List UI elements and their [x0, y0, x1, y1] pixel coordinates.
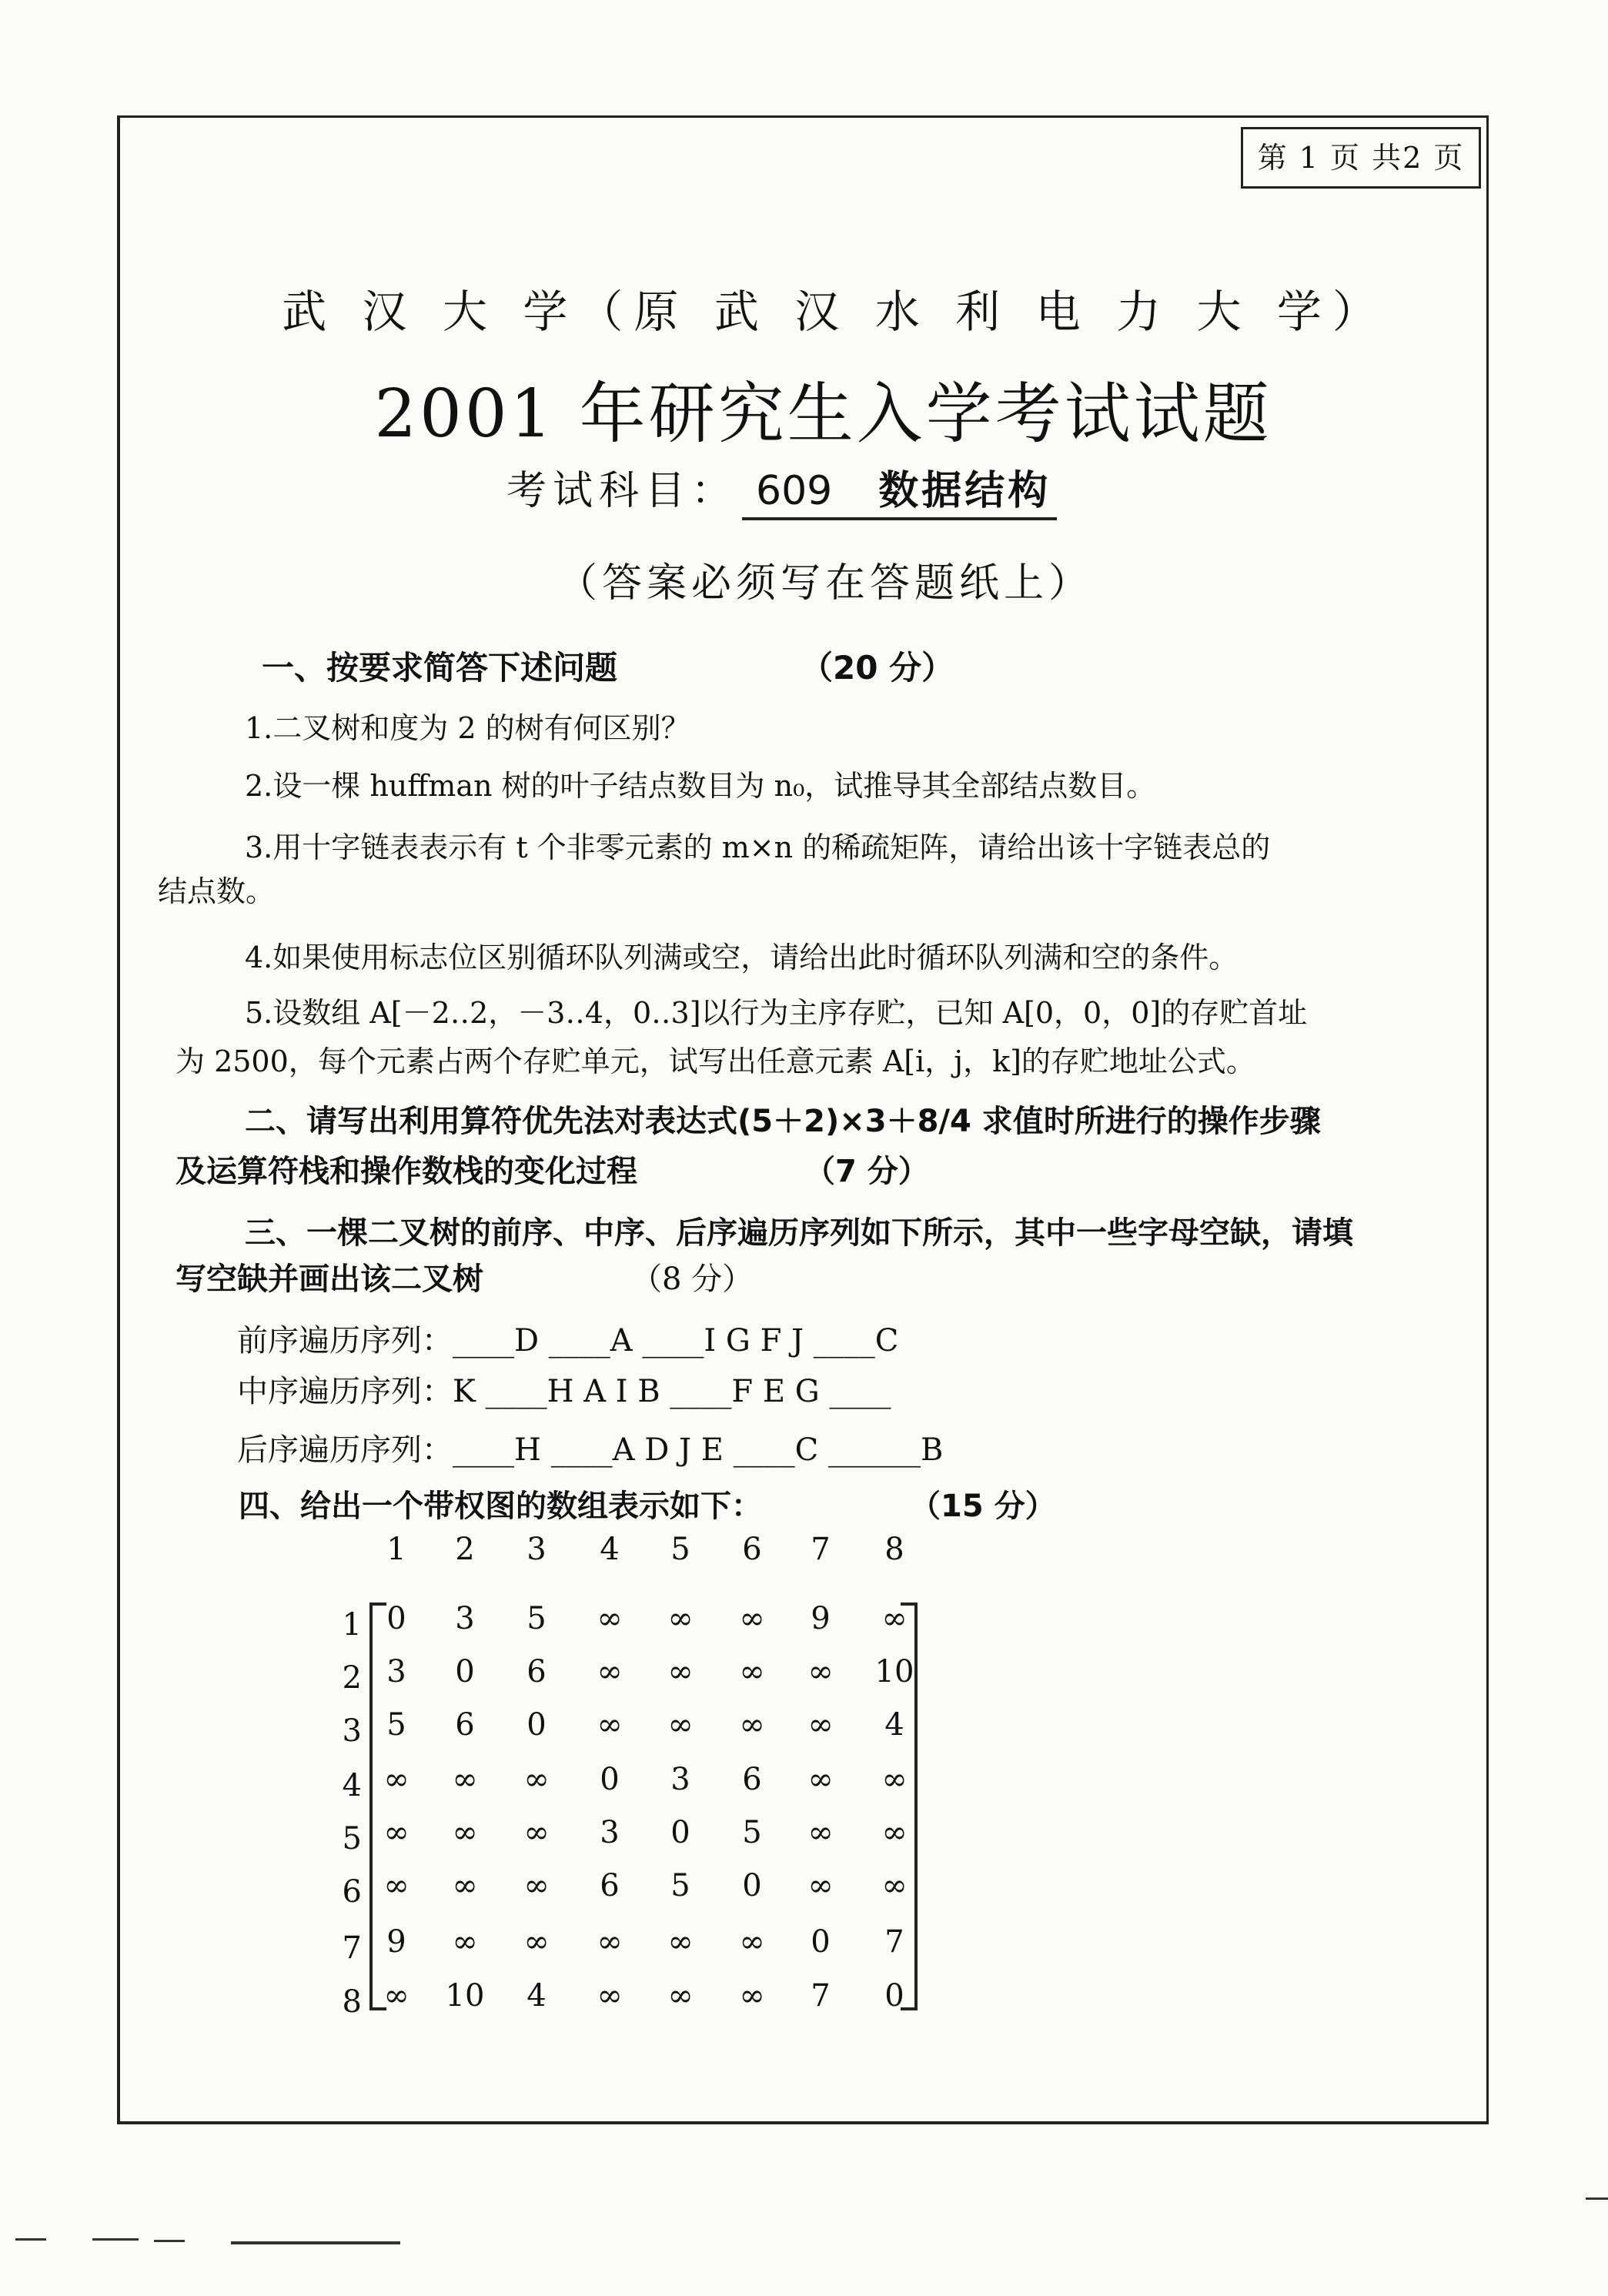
- scan-artifact: [154, 2240, 185, 2242]
- matrix-column-header: 6: [742, 1532, 762, 1567]
- matrix-cell: ∞: [667, 1978, 694, 2014]
- matrix-cell: ∞: [807, 1815, 834, 1850]
- matrix-cell: ∞: [667, 1924, 694, 1960]
- matrix-cell: 0: [811, 1924, 831, 1960]
- matrix-cell: ∞: [452, 1924, 478, 1960]
- matrix-cell: ∞: [597, 1654, 623, 1689]
- matrix-cell: 5: [527, 1601, 547, 1636]
- section2-line1: 二、请写出利用算符优先法对表达式(5＋2)×3＋8/4 求值时所进行的操作步骤: [245, 1104, 1321, 1139]
- matrix-cell: ∞: [383, 1978, 410, 2014]
- matrix-cell: ∞: [807, 1707, 834, 1743]
- matrix-row-label: 2: [342, 1660, 362, 1696]
- matrix-cell: 0: [670, 1815, 690, 1850]
- question-5-line2: 为 2500，每个元素占两个存贮单元，试写出任意元素 A[i，j，k]的存贮地址公式。: [176, 1044, 1255, 1078]
- section2-points: （7 分）: [804, 1154, 929, 1189]
- matrix-cell: ∞: [452, 1815, 478, 1850]
- question-5-line1: 5.设数组 A[－2‥2，－3‥4，0‥3]以行为主序存贮，已知 A[0，0，0]的存贮首址: [245, 996, 1308, 1030]
- matrix-cell: ∞: [523, 1924, 550, 1960]
- matrix-cell: ∞: [739, 1924, 765, 1960]
- matrix-cell: ∞: [523, 1868, 550, 1903]
- matrix-cell: ∞: [523, 1815, 550, 1850]
- matrix-column-header: 1: [386, 1532, 406, 1567]
- matrix-cell: ∞: [807, 1762, 834, 1797]
- matrix-row-label: 7: [342, 1930, 362, 1966]
- matrix-cell: ∞: [452, 1868, 478, 1903]
- matrix-cell: 5: [742, 1815, 762, 1850]
- matrix-cell: ∞: [597, 1978, 623, 2014]
- inorder-sequence: 中序遍历序列：K ____H A I B ____F E G ____: [237, 1374, 891, 1409]
- matrix-cell: ∞: [383, 1762, 410, 1797]
- matrix-column-header: 8: [884, 1532, 904, 1567]
- matrix-left-bracket: [369, 1603, 386, 2010]
- matrix-cell: 10: [445, 1978, 485, 2014]
- scan-artifact: [15, 2238, 46, 2241]
- scan-artifact: [1586, 2197, 1608, 2200]
- matrix-cell: ∞: [739, 1601, 765, 1636]
- matrix-cell: 0: [455, 1654, 475, 1689]
- subject-value: [742, 458, 1057, 520]
- matrix-cell: 10: [874, 1654, 914, 1689]
- question-3-line1: 3.用十字链表表示有 t 个非零元素的 m×n 的稀疏矩阵，请给出该十字链表总的: [245, 831, 1271, 864]
- matrix-right-bracket: [901, 1603, 918, 2010]
- matrix-cell: 7: [884, 1924, 904, 1960]
- section2-line2: 及运算符栈和操作数栈的变化过程: [176, 1154, 637, 1189]
- section3-points: （8 分）: [631, 1262, 754, 1297]
- subject-label: 考试科目：: [506, 468, 738, 514]
- preorder-sequence: 前序遍历序列：____D ____A ____I G F J ____C: [237, 1323, 899, 1359]
- matrix-row-label: 1: [342, 1607, 362, 1643]
- matrix-cell: 6: [455, 1707, 475, 1743]
- exam-title: 2001 年研究生入学考试试题: [374, 376, 1272, 453]
- matrix-cell: ∞: [667, 1601, 694, 1636]
- question-1: 1.二叉树和度为 2 的树有何区别？: [245, 711, 690, 745]
- matrix-cell: ∞: [597, 1601, 623, 1636]
- scan-artifact: [231, 2241, 400, 2244]
- matrix-cell: ∞: [881, 1868, 908, 1903]
- matrix-cell: 3: [455, 1601, 475, 1636]
- matrix-column-header: 2: [455, 1532, 475, 1567]
- matrix-cell: ∞: [383, 1868, 410, 1903]
- matrix-cell: 6: [742, 1762, 762, 1797]
- subject-name: 数据结构: [878, 468, 1051, 514]
- matrix-cell: 0: [527, 1707, 547, 1743]
- matrix-cell: ∞: [881, 1815, 908, 1850]
- university-name: 武 汉 大 学（原 武 汉 水 利 电 力 大 学）: [282, 286, 1388, 338]
- matrix-cell: 0: [884, 1978, 904, 2014]
- section1-points: （20 分）: [801, 649, 954, 687]
- matrix-cell: ∞: [807, 1654, 834, 1689]
- matrix-cell: 0: [600, 1762, 620, 1797]
- question-2: 2.设一棵 huffman 树的叶子结点数目为 n₀，试推导其全部结点数目。: [245, 769, 1156, 803]
- section4-points: （15 分）: [910, 1489, 1056, 1524]
- matrix-cell: ∞: [739, 1707, 765, 1743]
- matrix-cell: 3: [600, 1815, 620, 1850]
- matrix-cell: 9: [386, 1924, 406, 1960]
- matrix-cell: ∞: [597, 1707, 623, 1743]
- matrix-cell: ∞: [383, 1815, 410, 1850]
- matrix-cell: 9: [811, 1601, 831, 1636]
- matrix-cell: ∞: [807, 1868, 834, 1903]
- section3-line1: 三、一棵二叉树的前序、中序、后序遍历序列如下所示，其中一些字母空缺，请填: [245, 1215, 1353, 1251]
- matrix-cell: ∞: [739, 1654, 765, 1689]
- matrix-cell: ∞: [667, 1707, 694, 1743]
- question-4: 4.如果使用标志位区别循环队列满或空，请给出此时循环队列满和空的条件。: [245, 941, 1239, 974]
- matrix-cell: 0: [386, 1601, 406, 1636]
- matrix-cell: 5: [670, 1868, 690, 1903]
- matrix-cell: ∞: [597, 1924, 623, 1960]
- matrix-row-label: 3: [342, 1713, 362, 1749]
- matrix-row-label: 4: [342, 1768, 362, 1803]
- matrix-cell: 3: [386, 1654, 406, 1689]
- page-indicator: 第 1 页 共2 页: [1241, 127, 1481, 189]
- matrix-column-header: 7: [811, 1532, 831, 1567]
- matrix-cell: ∞: [523, 1762, 550, 1797]
- matrix-cell: ∞: [881, 1762, 908, 1797]
- matrix-cell: ∞: [881, 1601, 908, 1636]
- matrix-cell: 4: [527, 1978, 547, 2014]
- section3-line2: 写空缺并画出该二叉树: [176, 1262, 483, 1297]
- matrix-row-label: 6: [342, 1874, 362, 1910]
- matrix-cell: ∞: [452, 1762, 478, 1797]
- matrix-cell: ∞: [739, 1978, 765, 2014]
- matrix-column-header: 5: [670, 1532, 690, 1567]
- matrix-cell: 0: [742, 1868, 762, 1903]
- matrix-column-header: 3: [527, 1532, 547, 1567]
- postorder-sequence: 后序遍历序列：____H ____A D J E ____C ______B: [237, 1432, 944, 1468]
- subject-code: 609: [756, 468, 833, 514]
- matrix-cell: 4: [884, 1707, 904, 1743]
- scan-artifact: [92, 2238, 139, 2241]
- matrix-row-label: 5: [342, 1821, 362, 1857]
- section1-heading: 一、按要求简答下述问题: [262, 649, 618, 687]
- matrix-cell: 3: [670, 1762, 690, 1797]
- exam-subject: [506, 458, 1057, 520]
- matrix-cell: 6: [600, 1868, 620, 1903]
- answer-note: （答案必须写在答题纸上）: [557, 560, 1093, 607]
- matrix-cell: 6: [527, 1654, 547, 1689]
- matrix-column-header: 4: [600, 1532, 620, 1567]
- matrix-row-label: 8: [342, 1984, 362, 2020]
- section4-heading: 四、给出一个带权图的数组表示如下：: [239, 1489, 762, 1524]
- matrix-cell: 5: [386, 1707, 406, 1743]
- matrix-cell: ∞: [667, 1654, 694, 1689]
- matrix-cell: 7: [811, 1978, 831, 2014]
- question-3-line2: 结点数。: [158, 874, 276, 908]
